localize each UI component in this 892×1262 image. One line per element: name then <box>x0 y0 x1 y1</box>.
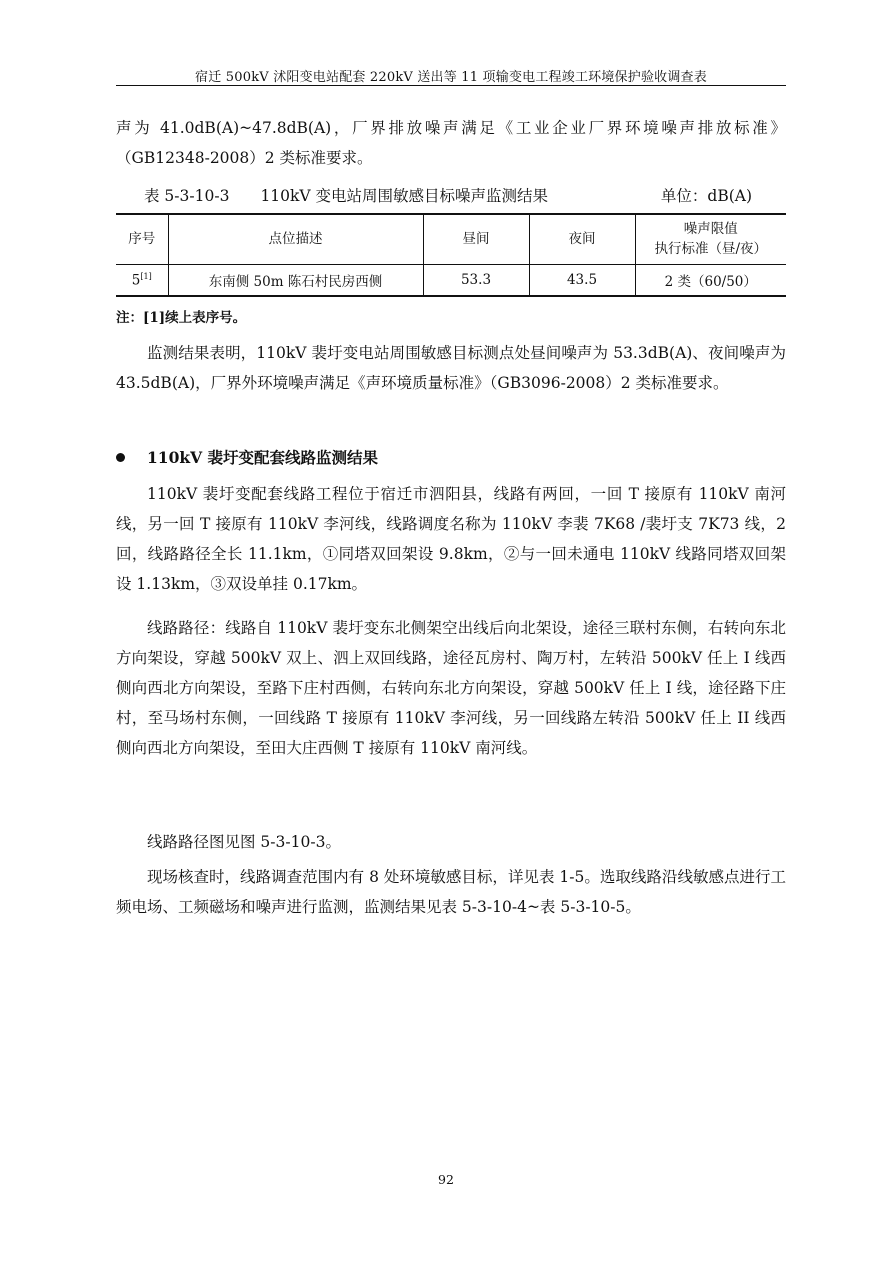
cell-night: 43.5 <box>529 264 635 296</box>
table-caption <box>116 183 786 209</box>
table-caption-title: 表 5-3-10-3 110kV 变电站周围敏感目标噪声监测结果 <box>144 187 549 205</box>
cell-seq-number: 5 <box>131 272 141 288</box>
header-limit-line2: 执行标准（昼/夜） <box>654 241 768 258</box>
cell-desc: 东南侧 50m 陈石村民房西侧 <box>168 264 423 296</box>
paragraph-monitoring-result: 监测结果表明，110kV 裴圩变电站周围敏感目标测点处昼间噪声为 53.3dB(A)、夜间噪声为 43.5dB(A)，厂界外环境噪声满足《声环境质量标准》（GB3096-2008）2 类标准要求。 <box>116 344 786 392</box>
header-day: 昼间 <box>423 214 529 264</box>
paragraph-factory-noise: 声为 41.0dB(A)~47.8dB(A)，厂界排放噪声满足《工业企业厂界环境噪声排放标准》（GB12348-2008）2 类标准要求。 <box>116 119 786 167</box>
cell-limit: 2 类（60/50） <box>635 264 786 296</box>
cell-seq-footnote: [1] <box>140 271 152 281</box>
header-night: 夜间 <box>529 214 635 264</box>
bullet-icon <box>116 453 125 462</box>
cell-seq <box>116 264 168 296</box>
cell-day: 53.3 <box>423 264 529 296</box>
header-seq: 序号 <box>116 214 168 264</box>
section-heading <box>116 443 786 473</box>
paragraph-line-route: 线路路径：线路自 110kV 裴圩变东北侧架空出线后向北架设，途径三联村东侧，右转向东北方向架设，穿越 500kV 双上、泗上双回线路，途径瓦房村、陶万村，左转沿 500kV 任上 I 线西侧向西北方向架设，至路下庄村西侧，右转向东北方向架设，穿越 500kV 任上 I 线，途径路下庄村，至马场村东侧，一回线路 T 接原有 110kV 李河线，另一回线路左转沿 500kV 任上 II 线西侧向西北方向架设，至田大庄西侧 T 接原有 110kV 南河线。 <box>116 619 787 757</box>
table-caption-unit: 单位：dB(A) <box>660 187 752 205</box>
page-number: 92 <box>438 1172 454 1187</box>
header-limit <box>635 214 786 264</box>
section-heading-text: 110kV 裴圩变配套线路监测结果 <box>147 448 379 467</box>
table-header-row <box>116 214 786 264</box>
noise-monitoring-table <box>116 213 786 297</box>
paragraph-route-figure: 线路路径图见图 5-3-10-3。 <box>147 833 341 851</box>
paragraph-line-project: 110kV 裴圩变配套线路工程位于宿迁市泗阳县，线路有两回，一回 T 接原有 110kV 南河线，另一回 T 接原有 110kV 李河线，线路调度名称为 110kV 李裴 7K68 /裴圩支 7K73 线，2 回，线路路径全长 11.1km，①同塔双回架设 9.8km，②与一回未通电 110kV 线路同塔双回架设 1.13km，③双设单挂 0.17km。 <box>116 485 786 593</box>
page-header: 宿迁 500kV 沭阳变电站配套 220kV 送出等 11 项输变电工程竣工环境保护验收调查表 <box>195 70 707 85</box>
paragraph-site-check: 现场核查时，线路调查范围内有 8 处环境敏感目标，详见表 1-5。选取线路沿线敏感点进行工频电场、工频磁场和噪声进行监测，监测结果见表 5-3-10-4~表 5-3-10-5。 <box>116 868 786 916</box>
table-row <box>116 264 786 296</box>
table-note: 注：[1]续上表序号。 <box>116 310 247 326</box>
header-desc: 点位描述 <box>168 214 423 264</box>
header-limit-line1: 噪声限值 <box>683 221 738 238</box>
header-rule <box>116 85 786 86</box>
